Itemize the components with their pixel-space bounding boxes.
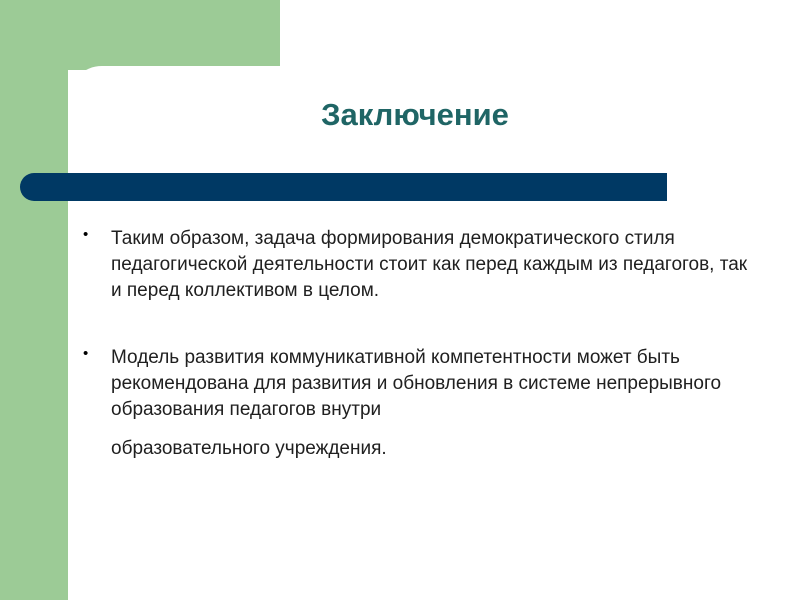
bullet-marker: • — [83, 345, 89, 362]
bullet-text-2-last-line: образовательного учреждения. — [111, 438, 387, 459]
content-panel — [68, 66, 800, 600]
bullet-marker: • — [83, 226, 89, 243]
slide-title: Заключение — [321, 97, 509, 132]
green-decor-top — [0, 0, 280, 70]
title-divider-bar — [20, 173, 667, 201]
bullet-text-2: Модель развития коммуникативной компетентности может быть рекомендована для развития и обновления в системе непрерывного образования педагогов внутри — [111, 347, 722, 420]
bullet-text-1: Таким образом, задача формирования демократического стиля педагогической деятельности стоит как перед каждым из педагогов, так и перед коллективом в целом. — [111, 228, 748, 301]
green-decor-left — [0, 0, 68, 600]
